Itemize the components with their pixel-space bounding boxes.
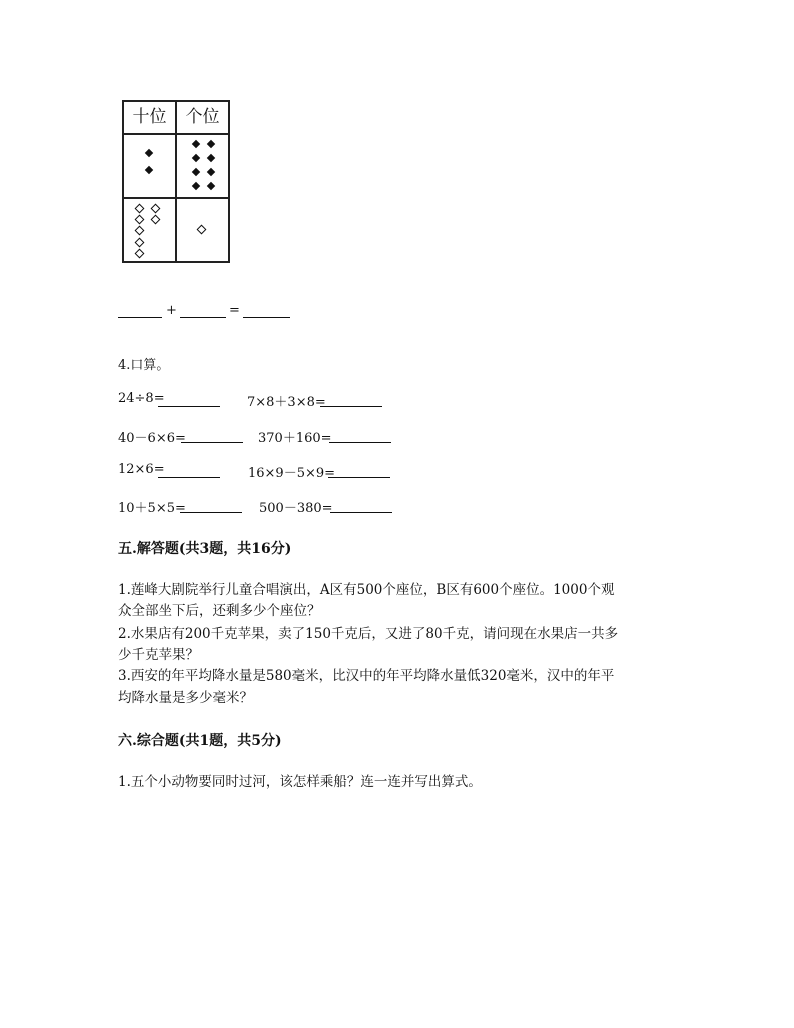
- hollow-diamond-icon: [135, 226, 145, 236]
- s5-q3-line2: 均降水量是多少毫米？: [118, 690, 253, 706]
- filled-diamond-icon: [192, 154, 200, 162]
- problem-answer-blank[interactable]: [158, 477, 220, 478]
- row2-ones-cell: [176, 198, 229, 262]
- s5-q2-line1: 2.水果店有200千克苹果，卖了150千克后，又进了80千克，请问现在水果店一共多: [118, 626, 619, 642]
- hollow-diamond-icon: [135, 215, 145, 225]
- problem-answer-blank[interactable]: [330, 512, 392, 513]
- hollow-diamond-icon: [135, 249, 145, 259]
- filled-diamond-icon: [145, 149, 153, 157]
- row2-tens-cell: [123, 198, 176, 262]
- place-value-table: [122, 100, 230, 263]
- equals-sign: =: [229, 303, 240, 318]
- answer-blank-1[interactable]: [118, 317, 162, 318]
- filled-diamond-icon: [192, 182, 200, 190]
- row1-tens-cell: [123, 134, 176, 198]
- problem-text: 12×6=: [118, 462, 165, 477]
- hollow-diamond-icon: [151, 215, 161, 225]
- problem-answer-blank[interactable]: [320, 406, 382, 407]
- header-tens: 十位: [123, 101, 176, 134]
- q4-title: 4.口算。: [118, 358, 170, 373]
- problem-answer-blank[interactable]: [180, 512, 242, 513]
- s5-q1-line1: 1.莲峰大剧院举行儿童合唱演出，A区有500个座位，B区有600个座位。1000个观: [118, 582, 615, 598]
- row1-ones-cell: [176, 134, 229, 198]
- plus-sign: +: [166, 303, 177, 318]
- section5-title: 五.解答题(共3题，共16分): [118, 541, 292, 557]
- section6-title: 六.综合题(共1题，共5分): [118, 733, 282, 749]
- answer-blank-3[interactable]: [243, 317, 290, 318]
- header-ones: 个位: [176, 101, 229, 134]
- problem-answer-blank[interactable]: [329, 442, 391, 443]
- filled-diamond-icon: [207, 182, 215, 190]
- problem-text: 24÷8=: [118, 391, 165, 406]
- problem-text: 7×8＋3×8=: [247, 395, 326, 410]
- hollow-diamond-icon: [151, 204, 161, 214]
- filled-diamond-icon: [192, 140, 200, 148]
- filled-diamond-icon: [207, 168, 215, 176]
- s5-q1-line2: 众全部坐下后，还剩多少个座位？: [118, 603, 321, 619]
- problem-text: 16×9－5×9=: [248, 466, 336, 481]
- problem-answer-blank[interactable]: [181, 442, 243, 443]
- problem-text: 500－380=: [259, 501, 333, 516]
- answer-blank-2[interactable]: [180, 317, 226, 318]
- problem-text: 10＋5×5=: [118, 501, 186, 516]
- problem-answer-blank[interactable]: [158, 406, 220, 407]
- filled-diamond-icon: [207, 140, 215, 148]
- hollow-diamond-icon: [135, 204, 145, 214]
- s5-q2-line2: 少千克苹果？: [118, 647, 199, 663]
- hollow-diamond-icon: [135, 238, 145, 248]
- s5-q3-line1: 3.西安的年平均降水量是580毫米，比汉中的年平均降水量低320毫米，汉中的年平: [118, 668, 615, 684]
- filled-diamond-icon: [207, 154, 215, 162]
- s6-q1: 1.五个小动物要同时过河，该怎样乘船？连一连并写出算式。: [118, 774, 482, 790]
- filled-diamond-icon: [192, 168, 200, 176]
- problem-text: 40－6×6=: [118, 431, 186, 446]
- filled-diamond-icon: [145, 166, 153, 174]
- problem-text: 370＋160=: [258, 431, 332, 446]
- problem-answer-blank[interactable]: [328, 477, 390, 478]
- hollow-diamond-icon: [197, 225, 207, 235]
